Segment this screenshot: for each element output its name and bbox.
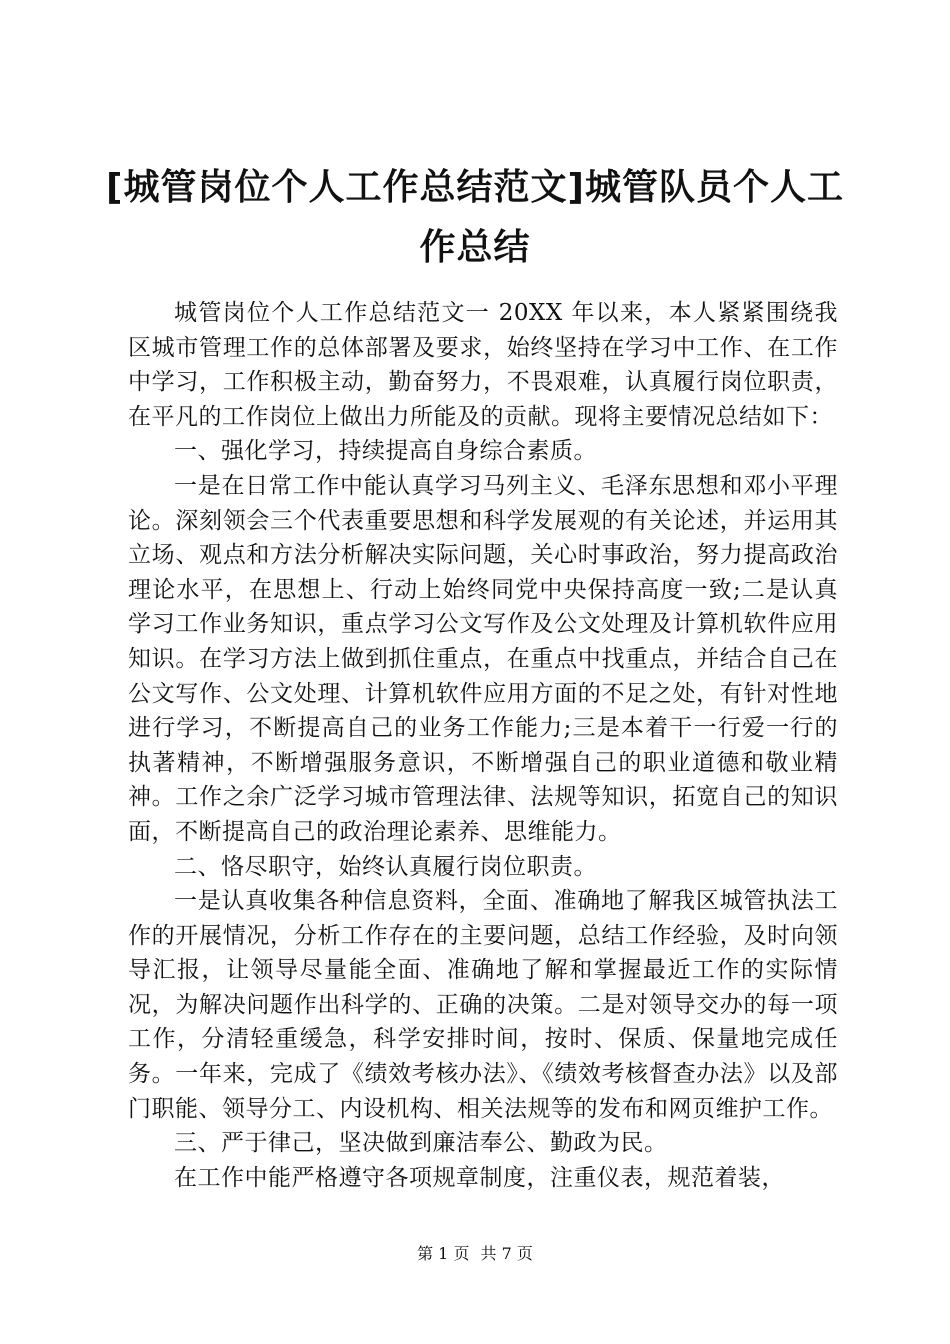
- section-heading-3: 三、严于律己，坚决做到廉洁奉公、勤政为民。: [174, 1130, 668, 1157]
- paragraph-intro: 城管岗位个人工作总结范文一 20XX 年以来，本人紧紧围绕我区城市管理工作的总体部署及要求，始终坚持在学习中工作、在工作中学习，工作积极主动，勤奋努力，不畏艰难，认真履行岗位职责，在平凡的工作岗位上做出力所能及的贡献。现将主要情况总结如下：: [128, 300, 838, 430]
- paragraph-study: 一是在日常工作中能认真学习马列主义、毛泽东思想和邓小平理论。深刻领会三个代表重要思想和科学发展观的有关论述，并运用其立场、观点和方法分析解决实际问题，关心时事政治，努力提高政治理论水平，在思想上、行动上始终同党中央保持高度一致;二是认真学习工作业务知识，重点学习公文写作及公文处理及计算机软件应用知识。在学习方法上做到抓住重点，在重点中找重点，并结合自己在公文写作、公文处理、计算机软件应用方面的不足之处，有针对性地进行学习，不断提高自己的业务工作能力;三是本着干一行爱一行的执著精神，不断增强服务意识，不断增强自己的职业道德和敬业精神。工作之余广泛学习城市管理法律、法规等知识，拓宽自己的知识面，不断提高自己的政治理论素养、思维能力。: [128, 472, 838, 845]
- document-body: [128, 296, 838, 1195]
- section-heading-2: 二、恪尽职守，始终认真履行岗位职责。: [174, 853, 597, 880]
- section-heading-1: 一、强化学习，持续提高自身综合素质。: [174, 438, 597, 465]
- document-title: [城管岗位个人工作总结范文]城管队员个人工作总结: [106, 167, 844, 268]
- paragraph-duties: 一是认真收集各种信息资料，全面、准确地了解我区城管执法工作的开展情况，分析工作存在的主要问题，总结工作经验，及时向领导汇报，让领导尽量能全面、准确地了解和掌握最近工作的实际情况，为解决问题作出科学的、正确的决策。二是对领导交办的每一项工作，分清轻重缓急，科学安排时间，按时、保质、保量地完成任务。一年来，完成了《绩效考核办法》、《绩效考核督查办法》以及部门职能、领导分工、内设机构、相关法规等的发布和网页维护工作。: [128, 888, 838, 1122]
- total-page-count: 共 7 页: [480, 1244, 533, 1263]
- current-page-number: 第 1 页: [417, 1244, 470, 1263]
- paragraph-discipline: 在工作中能严格遵守各项规章制度，注重仪表，规范着装，: [174, 1164, 785, 1191]
- page-footer: [0, 1243, 950, 1265]
